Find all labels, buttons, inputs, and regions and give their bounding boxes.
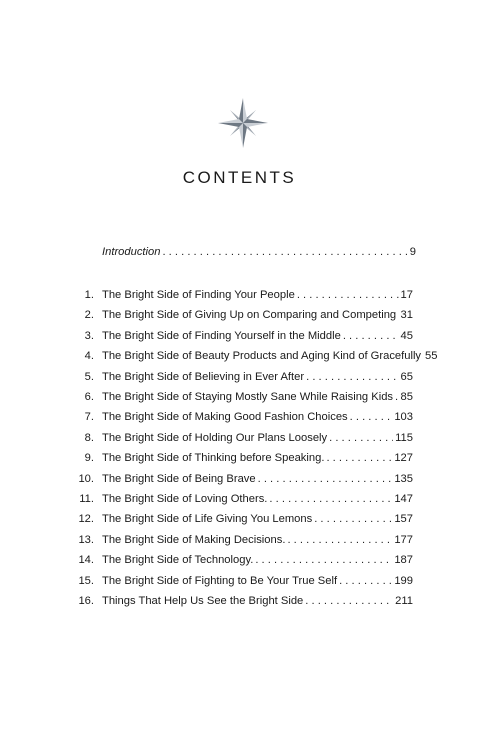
toc-entry[interactable] [70, 493, 413, 511]
toc-page-number: 45 [400, 329, 413, 342]
toc-chapter-number: 9. [84, 452, 94, 465]
toc-chapter-number: 5. [84, 370, 94, 383]
toc-page-number: 85 [400, 391, 413, 403]
toc-chapter-number: 16. [78, 595, 94, 607]
toc-entry[interactable] [70, 534, 413, 552]
toc-chapter-number: 7. [84, 411, 94, 424]
toc-page-number: 31 [400, 309, 413, 322]
toc-chapter-number: 4. [84, 350, 94, 363]
toc-entry-title: Things That Help Us See the Bright Side [102, 595, 304, 607]
dot-leader [314, 513, 392, 525]
toc-chapter-number: 1. [84, 289, 94, 301]
toc-entry[interactable] [70, 554, 413, 572]
dot-leader [306, 371, 398, 383]
dot-leader [326, 452, 392, 464]
toc-entry-title: The Bright Side of Beauty Products and Aging Kind of Gracefully [102, 350, 422, 363]
toc-chapter-number: 2. [84, 309, 94, 322]
toc-entry-title: The Bright Side of Finding Yourself in the Middle [102, 329, 341, 342]
toc-chapter-number: 11. [79, 493, 94, 505]
dot-leader [287, 534, 392, 546]
toc-entry[interactable] [70, 371, 413, 389]
toc-entry-title: The Bright Side of Giving Up on Comparing and Competing [102, 309, 397, 322]
toc-entry[interactable] [70, 452, 413, 470]
toc-page-number: 135 [394, 472, 413, 485]
toc-page-number: 17 [400, 289, 413, 301]
toc-chapter-number: 14. [78, 554, 94, 567]
toc-page-number: 65 [400, 370, 413, 383]
toc-chapter-number: 3. [84, 329, 94, 342]
toc-page-number: 9 [409, 246, 416, 258]
dot-leader [297, 289, 399, 301]
toc-page-number: 127 [394, 452, 413, 465]
dot-leader [343, 330, 399, 342]
toc-chapter-number: 6. [84, 391, 94, 403]
toc-chapter-number: 12. [78, 513, 94, 526]
toc-page-number: 103 [394, 411, 413, 424]
toc-entry-title: The Bright Side of Staying Mostly Sane While Raising Kids [102, 391, 394, 403]
dot-leader [329, 432, 393, 444]
toc-entry-title: The Bright Side of Holding Our Plans Loosely [102, 431, 328, 444]
toc-entry[interactable] [70, 473, 413, 491]
dot-leader [258, 473, 393, 485]
toc-page-number: 115 [395, 431, 413, 444]
contents-heading: CONTENTS [182, 168, 297, 187]
dot-leader [269, 493, 392, 505]
toc-page-number: 187 [394, 554, 413, 567]
compass-rose-icon [217, 97, 269, 149]
toc-entry[interactable] [70, 595, 413, 613]
toc-page-number: 199 [394, 574, 413, 587]
dot-leader [255, 554, 392, 566]
toc-page-number: 147 [394, 493, 413, 505]
dot-leader [162, 246, 407, 258]
toc-entry[interactable] [70, 411, 413, 429]
toc-entry[interactable] [70, 289, 413, 307]
toc-chapter-number: 10. [78, 472, 94, 485]
toc-entry[interactable] [70, 350, 438, 368]
toc-entry[interactable] [70, 309, 413, 327]
toc-entry-title: The Bright Side of Life Giving You Lemons [102, 513, 313, 526]
toc-page-number: 177 [394, 533, 413, 546]
toc-page-number: 157 [394, 513, 413, 526]
dot-leader [350, 411, 393, 423]
toc-entry-title: The Bright Side of Making Decisions. [102, 533, 286, 546]
toc-chapter-number: 13. [78, 533, 94, 546]
toc-entry-title: The Bright Side of Loving Others. [102, 493, 268, 505]
toc-chapter-number: 8. [84, 431, 94, 444]
toc-entry[interactable] [70, 432, 413, 450]
toc-entry-title: The Bright Side of Thinking before Speaking. [102, 452, 325, 465]
toc-entry[interactable] [70, 575, 413, 593]
toc-entry-title: The Bright Side of Being Brave [102, 472, 256, 485]
toc-page-number: 55 [425, 350, 438, 363]
toc-entry[interactable] [70, 513, 413, 531]
toc-chapter-number: 15. [78, 574, 94, 587]
toc-entry-title: The Bright Side of Finding Your People [102, 289, 295, 301]
toc-entry[interactable] [70, 330, 413, 348]
toc-entry-title: Introduction [102, 246, 161, 258]
dot-leader [395, 391, 399, 403]
toc-entry[interactable] [70, 391, 413, 409]
dot-leader [305, 595, 393, 607]
toc-entry-introduction[interactable] [102, 246, 416, 264]
toc-entry-title: The Bright Side of Technology. [102, 554, 254, 567]
dot-leader [339, 575, 392, 587]
toc-entry-title: The Bright Side of Fighting to Be Your True Self [102, 574, 338, 587]
toc-entry-title: The Bright Side of Making Good Fashion Choices [102, 411, 348, 424]
toc-page-number: 211 [395, 595, 413, 607]
toc-entry-title: The Bright Side of Believing in Ever After [102, 370, 305, 383]
